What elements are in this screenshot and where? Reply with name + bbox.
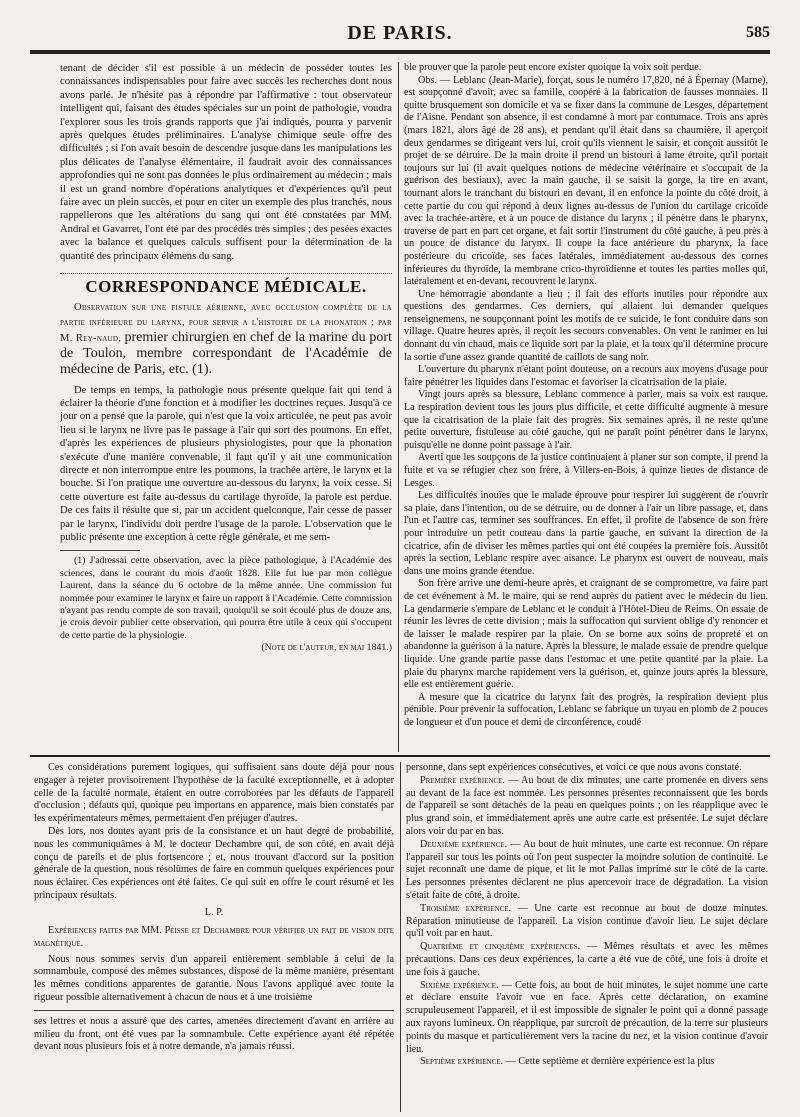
experiment-3: [406, 903, 768, 941]
experiment-2-label: Deuxième expérience.: [420, 838, 508, 850]
experiments-intro: personne, dans sept expériences consécutives, et voici ce que nous avons constaté.: [406, 762, 742, 773]
experiments-heading: Expériences faites par MM. Peisse et Dechambre pour vérifier un fait de vision dite magnétique.: [34, 924, 394, 949]
feuilleton-signature: L. P.: [204, 906, 224, 918]
experiment-1: [406, 775, 768, 839]
experiment-4-5-label: Quatrième et cinquième expériences.: [420, 941, 581, 953]
header-rule: [30, 50, 770, 54]
feuilleton-paragraph-2: Dès lors, nos doutes ayant pris de la consistance et un haut degré de probabilité, nous les communiquâmes à M. le docteur Dechambre qui, de son côté, en avait déjà conçu de pareils et de plus fortsencore ; et, nous trouvant d'accord sur la position générale de la question, nous résolûmes de faire en commun quelques expériences pour nous éclairer. Ces expériences ont été faites. Ce qui suit en offre le court résumé et les principaux résultats.: [34, 825, 394, 901]
case-paragraph-3: Une hémorragie abondante a lieu ; il fait des efforts inutiles pour répondre aux questions des gendarmes. Ces derniers, qui allaient lui demander quelques renseignemens, ne soupçonnant point les motifs de ce suicide, le font conduire dans son village. Quatre heures après, il reçoit les secours convenables. On vent le ranimer en lui donnant du vin chaud, mais ce liquide sort par la plaie, et la toux qu'il détermine procure la sortie d'une assez grande quantité de caillots de sang noir.: [404, 288, 768, 363]
experiment-3-label: Troisième expérience.: [420, 902, 512, 914]
intro-paragraph: tenant de décider s'il est possible à un médecin de posséder toutes les connaissances indispensables pour faire avec succès les recherches dont nous avons parlé. Je n'hésite pas à répondre par l'affirmative : tout observateur intelligent qui, faisant des études spéciales sur un point de pathologie, voudra l'explorer sous les trois grands rapports que j'ai indiqués, pourra y parvenir après quelques études préliminaires. L'analyse chimique seule offre des difficultés ; si l'on avait besoin de descendre jusque dans les manipulations les plus délicates de l'analyse élémentaire, il faudrait avoir des connaissances approfondies qui ne sont pas données le plus ordinairement au médecin ; mais il est un grand nombre d'opérations analytiques et d'expériences qu'il peut faire avec un plein succès, et pour en citer un exemple des plus tranchés, nous rappellerons que les altérations du sang qui ont été constatées par MM. Andral et Gavarret, l'ont été par des procédés très simples ; des pesées exactes avec la balance et quelques calculs suffisent pour la détermination de la quantité des principaux élémens du sang.: [60, 63, 392, 262]
experiment-2-text: — Au bout de huit minutes, une carte est reconnue. On répare l'appareil sur tous les points où l'on peut suspecter la moindre solution de continuité. Le sujet reconnaît une dame de pique, et lit le mot Pallas imprimé sur le côté de la carte. Les personnes présentes déclarent ne plus apercevoir trace de dégradation. La vision s'était faite de côté, à droite.: [406, 838, 768, 901]
experiment-7: [406, 1056, 768, 1069]
case-paragraph-9: A mesure que la cicatrice du larynx fait des progrès, la respiration devient plus pénible. Pour prévenir la suffocation, Leblanc se fabrique un tuyau en plomb de 2 pouces de longueur et d'un pouce et demi de circonférence, coudé: [404, 691, 768, 728]
section-title: CORRESPONDANCE MÉDICALE.: [85, 277, 367, 297]
case-paragraph-5: Vingt jours après sa blessure, Leblanc commence à parler, mais sa voix est rauque. La respiration devient tous les jours plus difficile, et cette difficulté augmente à mesure que la cicatrisation de la plaie fait des progrès. Six semaines après, il ne reste qu'une petite ouverture, fistuleuse au côté gauche, qui ne paraît point pénétrer dans le larynx, puisqu'elle ne donne point passage à l'air.: [404, 389, 768, 451]
footnote-signature: (Note de l'auteur, en mai 1841.): [261, 642, 392, 654]
experiment-7-text: — Cette septième et dernière expérience est la plus: [505, 1056, 715, 1068]
feuilleton-paragraph-4: ses lettres et nous a assuré que des cartes, amenées directement d'avant en arrière au milieu du front, ont été vues par la somnambule. Cette expérience ayant été répétée devant nous plusieurs fois et à notre demande, n'a jamais réussi.: [34, 1015, 394, 1053]
feuilleton-paragraph-1: Ces considérations purement logiques, qui suffisaient sans doute déjà pour nous engager à rejeter provisoirement l'hypothèse de la faculté exceptionnelle, et à adopter celle de la faculté normale, étaient en outre corroborées par les défauts de l'appareil d'occlusion ; défauts qui, quoique peu importans en apparence, mais bien constatés par les expérimentateurs mêmes, permettaient d'en préjuger d'autres.: [34, 762, 394, 825]
footnote-rule: [60, 550, 140, 551]
lower-left-rule: [34, 1010, 394, 1011]
experiment-4-5-text: — Mêmes résultats et avec les mêmes précautions. Dans ces deux expériences, la carte a été vue de côté, une fois à droite et une fois à gauche.: [406, 941, 768, 978]
feuilleton-paragraph-3: Nous nous sommes servis d'un appareil entièrement semblable à celui de la somnambule, composé des mêmes substances, disposé de la même manière, présentant les mêmes conditions apparentes de garantie. Nous l'avons appliqué avec toute la rigueur possible alternativement à chacun de nous et à une troisième: [34, 953, 394, 1003]
observation-heading-lead: Observation sur une fistule aérienne, avec occlusion complète de la partie inférieure du larynx, pour servir a l'histoire de la phonation ; par M. Rey-naud,: [60, 301, 392, 344]
case-paragraph-6: Averti que les soupçons de la justice continuaient à planer sur son compte, il prend la fuite et va se réfugier chez son frère, à Villers-en-Bois, à quinze lieues de distance de Lesges.: [404, 452, 768, 489]
observation-body: De temps en temps, la pathologie nous présente quelque fait qui tend à éclairer la théorie d'une fonction et à modifier les doctrines reçues. Jusqu'à ce jour on a pensé que la parole, qui n'est que la voix articulée, ne peut pas avoir lieu si le larynx ne livre pas le passage à l'air qui sort des poumons. En effet, d'après les expériences de plusieurs physiologistes, pour que la phonation s'exécute d'une manière convenable, il faut qu'il y ait une communication directe et non interrompue entre les poumons, la trachée artère, le larynx et la bouche. Si l'on pratique une ouverture au-dessous du larynx, la voix cesse. Si cette ouverture est faite au-dessus du cartilage thyroïde, la parole est perdue. De ces faits il résulte que si, par un accident quelconque, l'air cesse de passer par le larynx, l'individu doit perdre l'usage de la parole. L'observation que le public présente une exception à cette règle générale, et me sem-: [60, 384, 392, 543]
lower-column-divider: [400, 762, 401, 1112]
experiment-4-5: [406, 941, 768, 979]
experiment-6: [406, 980, 768, 1057]
feuilleton-rule: [30, 755, 770, 757]
upper-column-divider: [398, 62, 399, 752]
experiment-1-label: Première expérience.: [420, 774, 505, 786]
masthead-title: DE PARIS.: [347, 22, 453, 44]
observation-heading: [60, 300, 392, 378]
case-paragraph-8: Son frère arrive une demi-heure après, et craignant de se compromettre, va faire part de cet événement à M. le maire, qui se rend auprès du patient avec le médecin du lieu. La gendarmerie s'empare de Leblanc et le conduit à l'Hôtel-Dieu de Reims. On essaie de réunir les lèvres de cette division ; mais la suffocation qui survient oblige d'y renoncer et de laisser le malade respirer par la plaie. On se borne aux soins de propreté et on abandonne la guérison à la nature. Après la blessure, le malade essaie de prendre quelque liquide. Une grande partie passe dans l'estomac et une petite quantité par la plaie. La plaie du pharynx marche rapidement vers la guérison, et, quinze jours après la blessure, elle est entièrement guérie.: [404, 578, 768, 691]
experiment-3-text: — Une carte est reconnue au bout de douze minutes. Réparation minutieuse de l'appareil. La vision continue d'avoir lieu. Le sujet déclare qu'il voit par en haut.: [406, 902, 768, 940]
footnote: (1) J'adressai cette observation, avec la pièce pathologique, à l'Académie des sciences, dans le courant du mois d'août 1828. Elle fut lue par mon collègue Laurent, dans la séance du 6 octobre de la même année. Une commission fut nommée pour examiner le larynx et faire un rapport à l'Académie. Cette commission n'ayant pas rendu compte de son travail, quoiqu'il se soit écoulé plus de douze ans, je crois devoir publier cette observation, qui pourra être utile à ceux qui s'occupent de cette partie de la physiologie.: [60, 555, 392, 641]
case-paragraph-2: Obs. — Leblanc (Jean-Marie), forçat, sous le numéro 17,820, né à Épernay (Marne), est soupçonné d'avoir, avec sa famille, coopéré à la fabrication de fausses monnaies. Il quitte brusquement son domicile et va se fixer dans la commune de Lesges, département de l'Aisne. Pendant son absence, il est condamné à mort par contumace. Trois ans après (mars 1821, alors âgé de 28 ans), et pendant qu'il était dans sa chaumière, il aperçoit deux gendarmes se dirigeant vers lui, croit qu'ils viennent le saisir, et conçoit aussitôt le projet de se détruire. De la main droite il prend un bistouri à lame étroite, qu'il portait toujours sur lui (il avait quelques notions de médecine vétérinaire et s'occupait de la guérison des bestiaux), avec la main gauche, il se saisit la gorge, la tire en avant, tournant alors le tranchant du bistouri en devant, il en enfonce la pointe du côté droit, à cette partie du cou qui répond à deux lignes au-dessus de l'union du cartilage cricoïde avec la trachée-artère, et à un pouce de distance du larynx ; il pénètre dans le pharynx, traverse de part en part cet organe, et fait sortir l'instrument du côté gauche, à peu près à un pouce de distance du larynx. Il coupe la face antérieure du pharynx, la face postérieure du cricoïde, ses faces latérales, immédiatement au-dessous des cornes inférieures du thyroïde, la membrane crico-thyroïdienne et toutes les parties molles qui, latéralement et en-devant, recouvrent le larynx.: [404, 74, 768, 288]
upper-left-column: [60, 62, 392, 748]
experiment-2: [406, 839, 768, 903]
section-divider: [60, 273, 392, 274]
experiment-6-text: — Cette fois, au bout de huit minutes, le sujet nomme une carte et déclare ensuite l'avoir vue en face. Après cette déclaration, on examine scrupuleusement l'appareil, et il est impossible de signaler le point qui a donné passage aux rayons lumineux. On réapplique, par surcroît de précaution, de la terre sur plusieurs points du masque et particulièrement vers la racine du nez, et la vision continue d'avoir lieu.: [406, 979, 768, 1055]
experiment-6-label: Sixième expérience.: [420, 979, 499, 991]
case-paragraph-4: L'ouverture du pharynx n'étant point douteuse, on a recours aux moyens d'usage pour faire pénétrer les liquides dans l'estomac et favoriser la cicatrisation de la plaie.: [404, 364, 768, 388]
observation-heading-author: premier chirurgien en chef de la marine du port de Toulon, membre correspondant de l'Académie de médecine de Paris, etc. (1).: [60, 329, 392, 377]
page-header: [30, 22, 770, 52]
case-paragraph-1: ble prouver que la parole peut encore exister quoique la voix soit perdue.: [404, 62, 702, 73]
experiment-1-text: — Au bout de dix minutes, une carte promenée en divers sens au devant de la face est nommée. Les personnes présentes reconnaissent que les bords de l'appareil se sont détachés de la peau en quelques points ; on les réapplique avec le plus grand soin, et immédiatement après une autre carte est présentée. Le sujet déclare alors voir du par en bas.: [406, 774, 768, 837]
page-number: 585: [746, 24, 770, 41]
lower-left-column: [34, 762, 394, 1112]
upper-right-column: [404, 62, 768, 752]
lower-right-column: [406, 762, 768, 1112]
experiment-7-label: Septième expérience.: [420, 1056, 504, 1068]
case-paragraph-7: Les difficultés inouïes que le malade éprouve pour respirer lui suggèrent de r'ouvrir sa plaie, dans l'intention, ou de se détruire, ou de donner à l'air un libre passage, et, dans l'un et l'autre cas, terminer ses souffrances. En effet, il profite de l'absence de son frère pour introduire un petit couteau dans la partie gauche, en suivant la direction de la cicatrice, afin de diviser les mêmes parties qui ont été coupées la première fois. Aussitôt après la section, Leblanc respire avec aisance. Le pharynx est ouvert de nouveau, mais dans une moins grande étendue.: [404, 490, 768, 577]
